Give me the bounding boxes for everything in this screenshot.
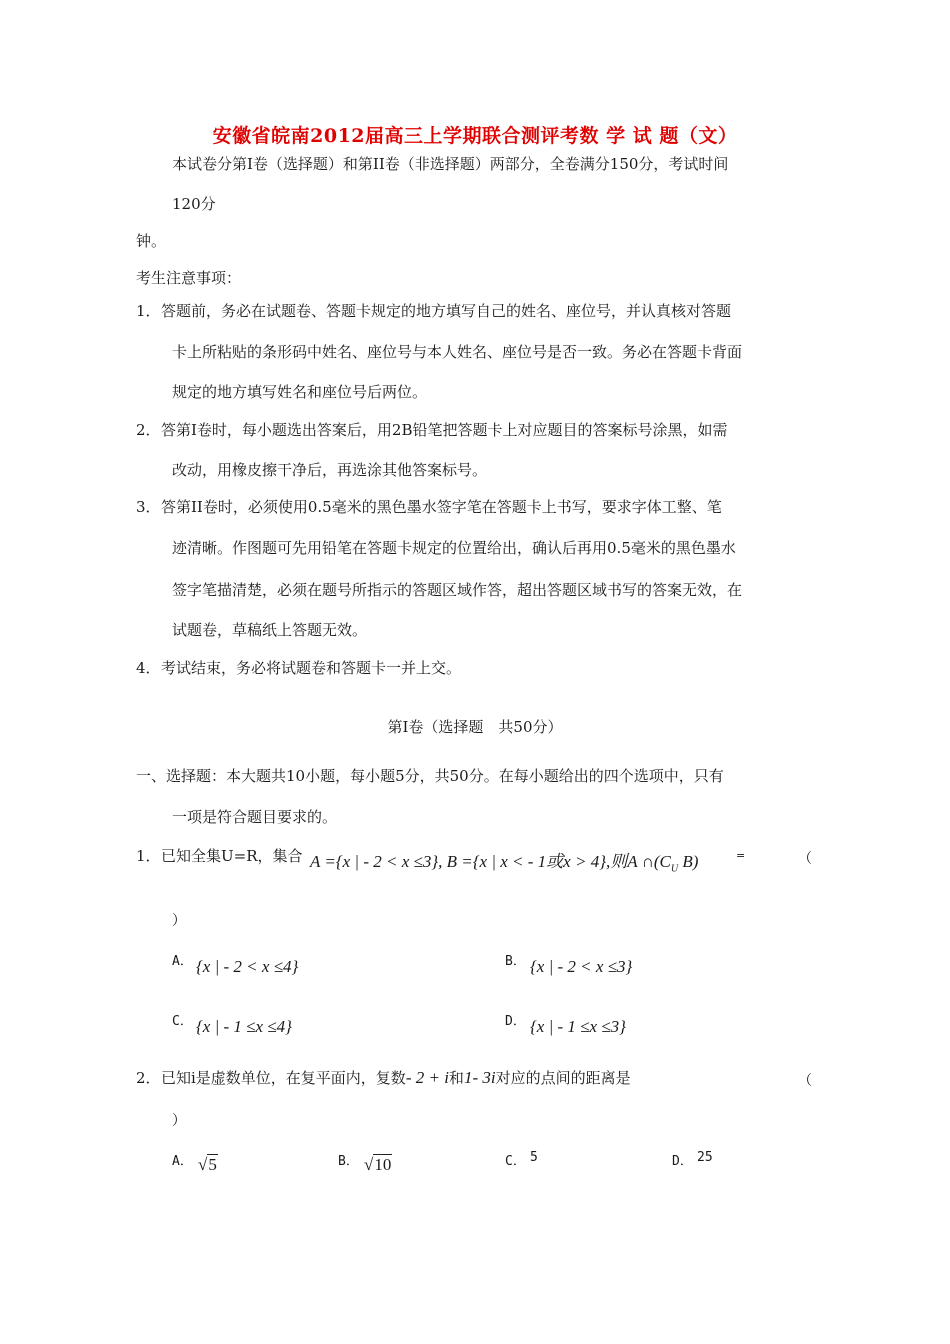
answer-paren-close: ）	[172, 913, 186, 929]
question-text: 已知i是虚数单位，在复平面内，复数- 2 + i和1- 3i对应的点间的距离是	[161, 1068, 631, 1087]
option-b-value: √10	[364, 1155, 392, 1174]
answer-paren-open: （	[798, 1073, 812, 1089]
option-c-letter: C．	[172, 1014, 193, 1029]
question-formula: A ={x | - 2 < x ≤3}, B ={x | x < - 1或x > 4},则A $\cap(C_U$ B)	[310, 852, 699, 875]
option-c-letter: C．	[505, 1154, 526, 1169]
formula-equals: =	[736, 849, 746, 862]
notice-line: 考试结束，务必将试题卷和答题卡一并上交。	[161, 659, 462, 677]
notice-line: 规定的地方填写姓名和座位号后两位。	[172, 383, 428, 401]
question-text: 已知全集U=R，集合	[161, 847, 303, 865]
option-d-value: {x | - 1 ≤x ≤3}	[530, 1017, 626, 1036]
notice-number: 3．	[136, 498, 161, 516]
option-b-letter: B．	[338, 1154, 359, 1169]
notice-number: 4．	[136, 659, 161, 677]
notice-line: 答题前，务必在试题卷、答题卡规定的地方填写自己的姓名、座位号，并认真核对答题	[161, 302, 732, 320]
option-c-value: 5	[530, 1150, 538, 1165]
notice-number: 1．	[136, 302, 161, 320]
intro-line-3: 钟。	[136, 232, 167, 250]
notice-line: 试题卷，草稿纸上答题无效。	[172, 621, 368, 639]
formula-subscript: U	[670, 863, 679, 875]
option-d-letter: D．	[505, 1014, 526, 1029]
question-number: 1．	[136, 847, 161, 865]
option-a-value: √5	[198, 1155, 217, 1174]
option-a-letter: A．	[172, 954, 193, 969]
notice-line: 答第I卷时，每小题选出答案后，用2B铅笔把答题卡上对应题目的答案标号涂黑，如需	[161, 421, 728, 439]
answer-paren-open: （	[798, 851, 812, 867]
option-d-value: 25	[697, 1150, 713, 1165]
question-number: 2．	[136, 1069, 161, 1087]
complex-number-1: - 2 + i	[405, 1068, 449, 1087]
complex-number-2: 1- 3i	[463, 1068, 496, 1087]
option-b-value: {x | - 2 < x ≤3}	[530, 957, 633, 976]
option-d-letter: D．	[672, 1154, 693, 1169]
intro-line-1: 本试卷分第I卷（选择题）和第II卷（非选择题）两部分，全卷满分150分，考试时间	[172, 155, 729, 173]
page-title: 安徽省皖南2012届高三上学期联合测评考数 学 试 题（文）	[212, 125, 738, 147]
notice-line: 卡上所粘贴的条形码中姓名、座位号与本人姓名、座位号是否一致。务必在答题卡背面	[172, 343, 743, 361]
notice-number: 2．	[136, 421, 161, 439]
part-one-line-1: 一、选择题：本大题共10小题，每小题5分，共50分。在每小题给出的四个选项中，只有	[136, 767, 724, 785]
notice-line: 迹清晰。作图题可先用铅笔在答题卡规定的位置给出，确认后再用0.5毫米的黑色墨水	[172, 539, 736, 557]
option-c-value: {x | - 1 ≤x ≤4}	[196, 1017, 292, 1036]
option-a-value: {x | - 2 < x ≤4}	[196, 957, 299, 976]
notice-line: 改动，用橡皮擦干净后，再选涂其他答案标号。	[172, 461, 488, 479]
answer-paren-close: ）	[172, 1113, 186, 1129]
option-a-letter: A．	[172, 1154, 193, 1169]
notice-line: 答第II卷时，必须使用0.5毫米的黑色墨水签字笔在答题卡上书写，要求字体工整、笔	[161, 498, 722, 516]
notice-line: 签字笔描清楚，必须在题号所指示的答题区域作答，超出答题区域书写的答案无效，在	[172, 581, 743, 599]
notice-heading: 考生注意事项：	[136, 269, 242, 287]
part-one-line-2: 一项是符合题目要求的。	[172, 808, 338, 826]
section-title: 第I卷（选择题 共50分）	[387, 718, 563, 736]
intro-line-2: 120分	[172, 195, 216, 213]
option-b-letter: B．	[505, 954, 526, 969]
